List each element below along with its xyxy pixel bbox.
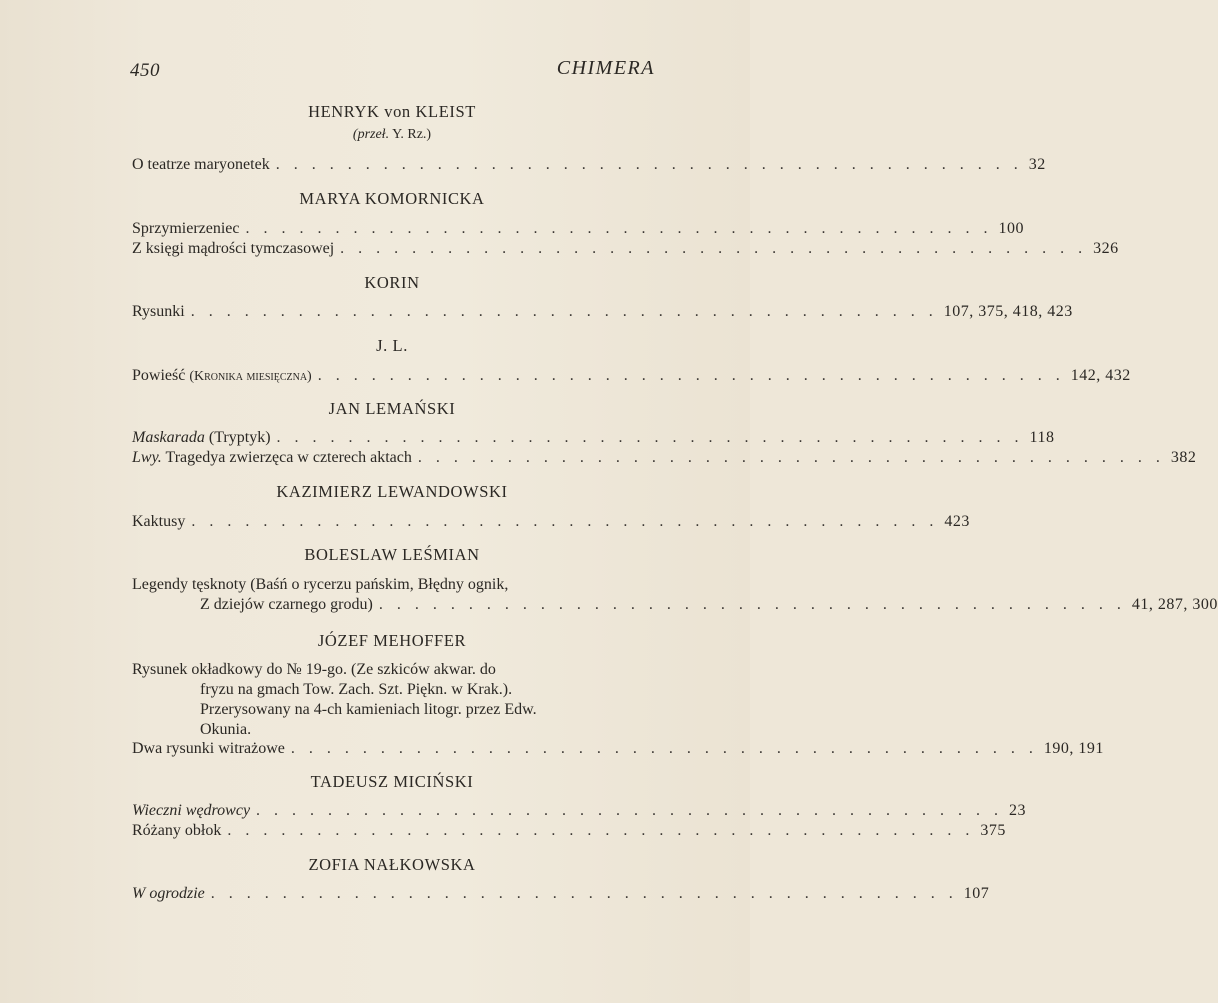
- toc-entry: [132, 428, 1055, 448]
- toc-entry: [132, 366, 1131, 387]
- entry-pages: 382: [1170, 449, 1197, 466]
- entry-pages: 107, 375, 418, 423: [943, 303, 1073, 320]
- toc-entry: [200, 595, 1218, 615]
- entry-pages: 190, 191: [1043, 740, 1104, 757]
- dot-leader: . . . . . . . . . . . . . . . . . . . . . . . . . . . . . . . . . . . . . . . . . .: [317, 367, 1065, 384]
- dot-leader: . . . . . . . . . . . . . . . . . . . . . . . . . . . . . . . . . . . . . . . . . .: [290, 740, 1038, 757]
- toc-entry: [132, 302, 1073, 322]
- toc-entry: [132, 219, 1024, 239]
- entry-pages: 326: [1093, 240, 1119, 257]
- entry-title-italic: Lwy.: [132, 449, 162, 466]
- entry-title: Wieczni wędrowcy: [132, 802, 251, 819]
- dot-leader: . . . . . . . . . . . . . . . . . . . . . . . . . . . . . . . . . . . . . . . . . .: [245, 220, 993, 237]
- toc-entry: [132, 448, 1197, 468]
- translator-name: Y. Rz.): [392, 127, 432, 142]
- entry-title: Dwa rysunki witrażowe: [132, 740, 285, 757]
- page-number: 450: [130, 60, 160, 81]
- author-heading: MARYA KOMORNICKA: [299, 189, 485, 208]
- dot-leader: . . . . . . . . . . . . . . . . . . . . . . . . . . . . . . . . . . . . . . . . . .: [276, 429, 1024, 446]
- entry-title-italic: Maskarada: [132, 429, 205, 446]
- entry-line: Okunia.: [200, 721, 252, 738]
- author-heading: J. L.: [376, 336, 408, 355]
- translator-credit: [130, 127, 654, 143]
- entry-pages: 423: [944, 513, 970, 530]
- toc-entry: [132, 884, 990, 904]
- entry-pages: 375: [980, 822, 1006, 839]
- entry-title-rest: (Tryptyk): [208, 429, 271, 446]
- journal-title: CHIMERA: [556, 57, 655, 79]
- entry-pages: 107: [963, 885, 990, 902]
- author-heading: ZOFIA NAŁKOWSKA: [308, 855, 476, 874]
- entry-line: Rysunek okładkowy do № 19-go. (Ze szkiców akwar. do: [132, 661, 496, 678]
- author-heading: TADEUSZ MICIŃSKI: [310, 772, 474, 791]
- entry-title: Kaktusy: [132, 513, 186, 530]
- entry-pages: 41, 287, 300: [1131, 596, 1218, 613]
- entry-title: O teatrze maryonetek: [132, 156, 270, 173]
- toc-entry: [132, 239, 1119, 259]
- author-heading: BOLESLAW LEŚMIAN: [304, 545, 480, 564]
- author-heading: KAZIMIERZ LEWANDOWSKI: [276, 482, 508, 501]
- toc-entry: [132, 512, 970, 532]
- author-heading: KORIN: [364, 273, 420, 292]
- entry-title-rest: Tragedya zwierzęca w czterech aktach: [165, 449, 412, 466]
- dot-leader: . . . . . . . . . . . . . . . . . . . . . . . . . . . . . . . . . . . . . . . . . .: [417, 449, 1165, 466]
- author-heading: JAN LEMAŃSKI: [328, 399, 456, 418]
- toc-entry: [132, 821, 1006, 841]
- entry-title: Różany obłok: [132, 822, 222, 839]
- entry-line: Przerysowany na 4-ch kamieniach litogr. przez Edw.: [200, 701, 537, 718]
- entry-line: Z dziejów czarnego grodu): [200, 596, 373, 613]
- entry-pages: 118: [1029, 429, 1055, 446]
- entry-title: Sprzymierzeniec: [132, 220, 240, 237]
- dot-leader: . . . . . . . . . . . . . . . . . . . . . . . . . . . . . . . . . . . . . . . . . .: [210, 885, 958, 902]
- entry-line: Legendy tęsknoty (Baśń o rycerzu pańskim, Błędny ognik,: [132, 576, 509, 593]
- entry-title-main: Powieść: [132, 367, 186, 384]
- entry-title: [132, 448, 412, 468]
- entry-title: Z księgi mądrości tymczasowej: [132, 240, 335, 257]
- entry-line: fryzu na gmach Tow. Zach. Szt. Piękn. w Krak.).: [200, 681, 513, 698]
- dot-leader: . . . . . . . . . . . . . . . . . . . . . . . . . . . . . . . . . . . . . . . . . .: [190, 303, 938, 320]
- toc-entry: [132, 739, 1104, 759]
- dot-leader: . . . . . . . . . . . . . . . . . . . . . . . . . . . . . . . . . . . . . . . . . .: [378, 596, 1126, 613]
- entry-pages: 142, 432: [1070, 367, 1131, 384]
- entry-pages: 23: [1009, 802, 1027, 819]
- dot-leader: . . . . . . . . . . . . . . . . . . . . . . . . . . . . . . . . . . . . . . . . . .: [227, 822, 975, 839]
- entry-pages: 32: [1028, 156, 1046, 173]
- entry-title: [132, 428, 271, 448]
- entry-title: [132, 366, 312, 387]
- toc-entry: [132, 155, 1046, 175]
- entry-title: Rysunki: [132, 303, 185, 320]
- entry-title-note: (Kronika miesięczna): [189, 369, 312, 384]
- entry-pages: 100: [998, 220, 1024, 237]
- toc-entry-multiline: [132, 575, 590, 595]
- toc-entry: [132, 801, 1027, 821]
- author-heading: HENRYK von KLEIST: [308, 102, 476, 121]
- dot-leader: . . . . . . . . . . . . . . . . . . . . . . . . . . . . . . . . . . . . . . . . . .: [340, 240, 1088, 257]
- entry-title: W ogrodzie: [132, 885, 205, 902]
- dot-leader: . . . . . . . . . . . . . . . . . . . . . . . . . . . . . . . . . . . . . . . . . .: [256, 802, 1004, 819]
- dot-leader: . . . . . . . . . . . . . . . . . . . . . . . . . . . . . . . . . . . . . . . . . .: [191, 513, 939, 530]
- translator-prefix: (przeł.: [352, 127, 390, 142]
- dot-leader: . . . . . . . . . . . . . . . . . . . . . . . . . . . . . . . . . . . . . . . . . .: [275, 156, 1023, 173]
- author-heading: JÓZEF MEHOFFER: [317, 631, 467, 650]
- toc-entry-multiline: [132, 660, 590, 740]
